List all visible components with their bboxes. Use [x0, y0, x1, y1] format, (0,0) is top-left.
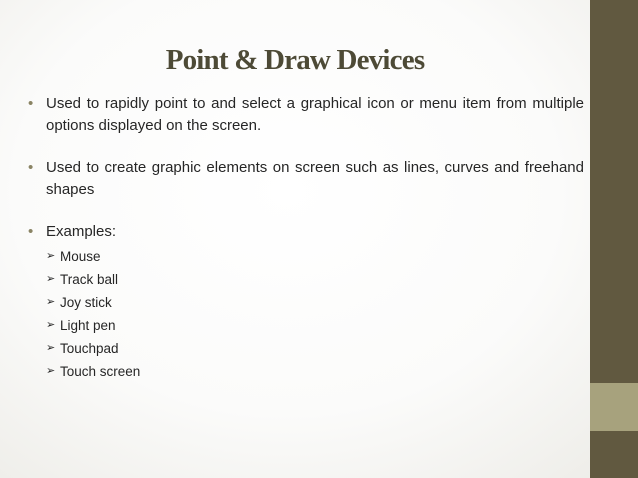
example-label: Mouse — [60, 249, 101, 264]
examples-list — [46, 245, 584, 383]
arrow-bullet-icon: ➢ — [46, 319, 56, 331]
bullet-item — [28, 157, 584, 201]
bullet-dot-icon: • — [28, 95, 34, 112]
slide-title: Point & Draw Devices — [165, 44, 425, 76]
bullet-item — [28, 221, 584, 383]
bullet-text: Examples: — [46, 223, 117, 240]
bullet-dot-icon: • — [28, 223, 34, 240]
example-item-touch-screen — [46, 360, 584, 383]
bullet-list — [28, 93, 584, 383]
example-item-light-pen — [46, 314, 584, 337]
example-item-track-ball — [46, 268, 584, 291]
example-label: Touchpad — [60, 341, 119, 356]
bullet-dot-icon: • — [28, 159, 34, 176]
example-item-touchpad — [46, 337, 584, 360]
arrow-bullet-icon: ➢ — [46, 250, 56, 262]
example-label: Touch screen — [60, 364, 141, 379]
arrow-bullet-icon: ➢ — [46, 296, 56, 308]
bullet-item — [28, 93, 584, 137]
example-item-joy-stick — [46, 291, 584, 314]
arrow-bullet-icon: ➢ — [46, 273, 56, 285]
arrow-bullet-icon: ➢ — [46, 342, 56, 354]
bullet-text: Used to create graphic elements on screen such as lines, curves and freehand shapes — [46, 159, 584, 198]
example-label: Track ball — [60, 272, 119, 287]
example-label: Joy stick — [60, 295, 112, 310]
bullet-text: Used to rapidly point to and select a graphical icon or menu item from multiple options displayed on the screen. — [46, 95, 584, 134]
arrow-bullet-icon: ➢ — [46, 365, 56, 377]
example-item-mouse — [46, 245, 584, 268]
example-label: Light pen — [60, 318, 116, 333]
side-accent-block — [590, 383, 638, 431]
